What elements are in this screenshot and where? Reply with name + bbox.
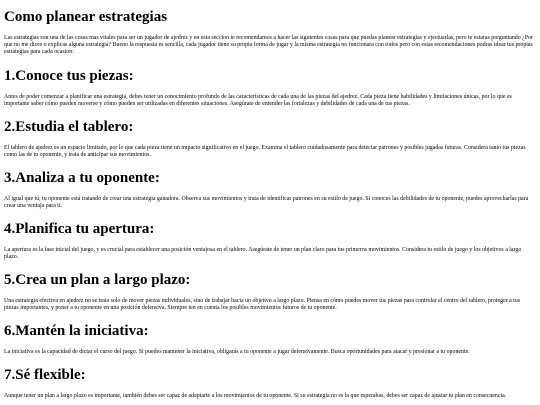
section-heading: 7.Sé flexible: <box>4 367 86 383</box>
section-heading: 2.Estudia el tablero: <box>4 119 134 135</box>
page-title: Como planear estrategias <box>4 9 168 25</box>
section-3 <box>4 169 536 210</box>
sections-list <box>4 67 536 400</box>
section-5 <box>4 271 536 312</box>
section-text: Aunque tener un plan a largo plazo es importante, también debes ser capaz de adaptarte a los movimientos de tu oponente. Si su estrategia no es la que esperabas, debes ser capaz de ajustar tu plan en consecuencia. <box>4 393 507 399</box>
section-text: La iniciativa es la capacidad de dictar el curso del juego. Si puedes mantener la iniciativa, obligarás a tu oponente a jugar defensivamente. Busca oportunidades para atacar y presionar a tu oponente. <box>4 349 470 355</box>
section-1 <box>4 67 536 108</box>
section-7 <box>4 366 536 400</box>
section-text: La apertura es la fase inicial del juego, y es crucial para establecer una posición ventajosa en el tablero. Asegúrate de tener un plan claro para tus primeros movimientos. Considera tu estilo de juego y los objetivos a largo plazo. <box>4 247 522 260</box>
section-6 <box>4 322 536 356</box>
section-heading: 1.Conoce tus piezas: <box>4 68 134 84</box>
section-text: Antes de poder comenzar a planificar una estrategia, debes tener un conocimiento profundo de las características de cada una de las piezas del ajedrez. Cada pieza tiene habilidades y limitaciones únicas, por lo que es importante saber cómo pueden moverse y cómo pueden ser utilizadas en diferentes situaciones. Asegúrate de entender las fortalezas y debilidades de cada una de tus piezas. <box>4 94 512 107</box>
intro-paragraph: Las estrategias son una de las cosas mas vitales para ser un jugador de ajedrez y en esta seccion te recomendamos a hacer las siguientes cosas para que puedas planear estrategias y ejectuarlas, pero te estaras preguntando ¿Por que no me dices o explicas alguna estrategia? Bueno la respuesta es sencilla, cada jugador tiene su propia forma de jugar y la misma estrategia no funcionara con todos pero con estas recomendaciones podras idear tus propias estrategias para cada ocasion: <box>4 35 533 55</box>
section-heading: 6.Mantén la iniciativa: <box>4 323 149 339</box>
section-text: Al igual que tú, tu oponente está tratando de crear una estrategia ganadora. Observa sus movimientos y trata de identificar patrones en su estilo de juego. Si conoces las debilidades de tu oponente, puedes aprovecharlas para crear una ventaja para ti. <box>4 196 529 209</box>
section-heading: 4.Planifica tu apertura: <box>4 221 155 237</box>
section-text: Una estrategia efectiva en ajedrez no se trata solo de mover piezas individuales, sino de trabajar hacia un objetivo a largo plazo. Piensa en cómo puedes mover tus piezas para controlar el centro del tablero, proteger a tus piezas importantes, y poner a tu oponente en una posición defensiva. Siempre ten en cuenta los posibles movimientos futuros de tu oponente. <box>4 298 521 311</box>
section-heading: 3.Analiza a tu oponente: <box>4 170 160 186</box>
section-4 <box>4 220 536 261</box>
section-text: El tablero de ajedrez es un espacio limitado, por lo que cada pieza tiene un impacto significativo en el juego. Examina el tablero cuidadosamente para detectar patrones y posibles jugadas futuras. Considera tanto tus piezas como las de tu oponente, y trata de anticipar sus movimientos. <box>4 145 526 158</box>
section-heading: 5.Crea un plan a largo plazo: <box>4 272 191 288</box>
section-2 <box>4 118 536 159</box>
